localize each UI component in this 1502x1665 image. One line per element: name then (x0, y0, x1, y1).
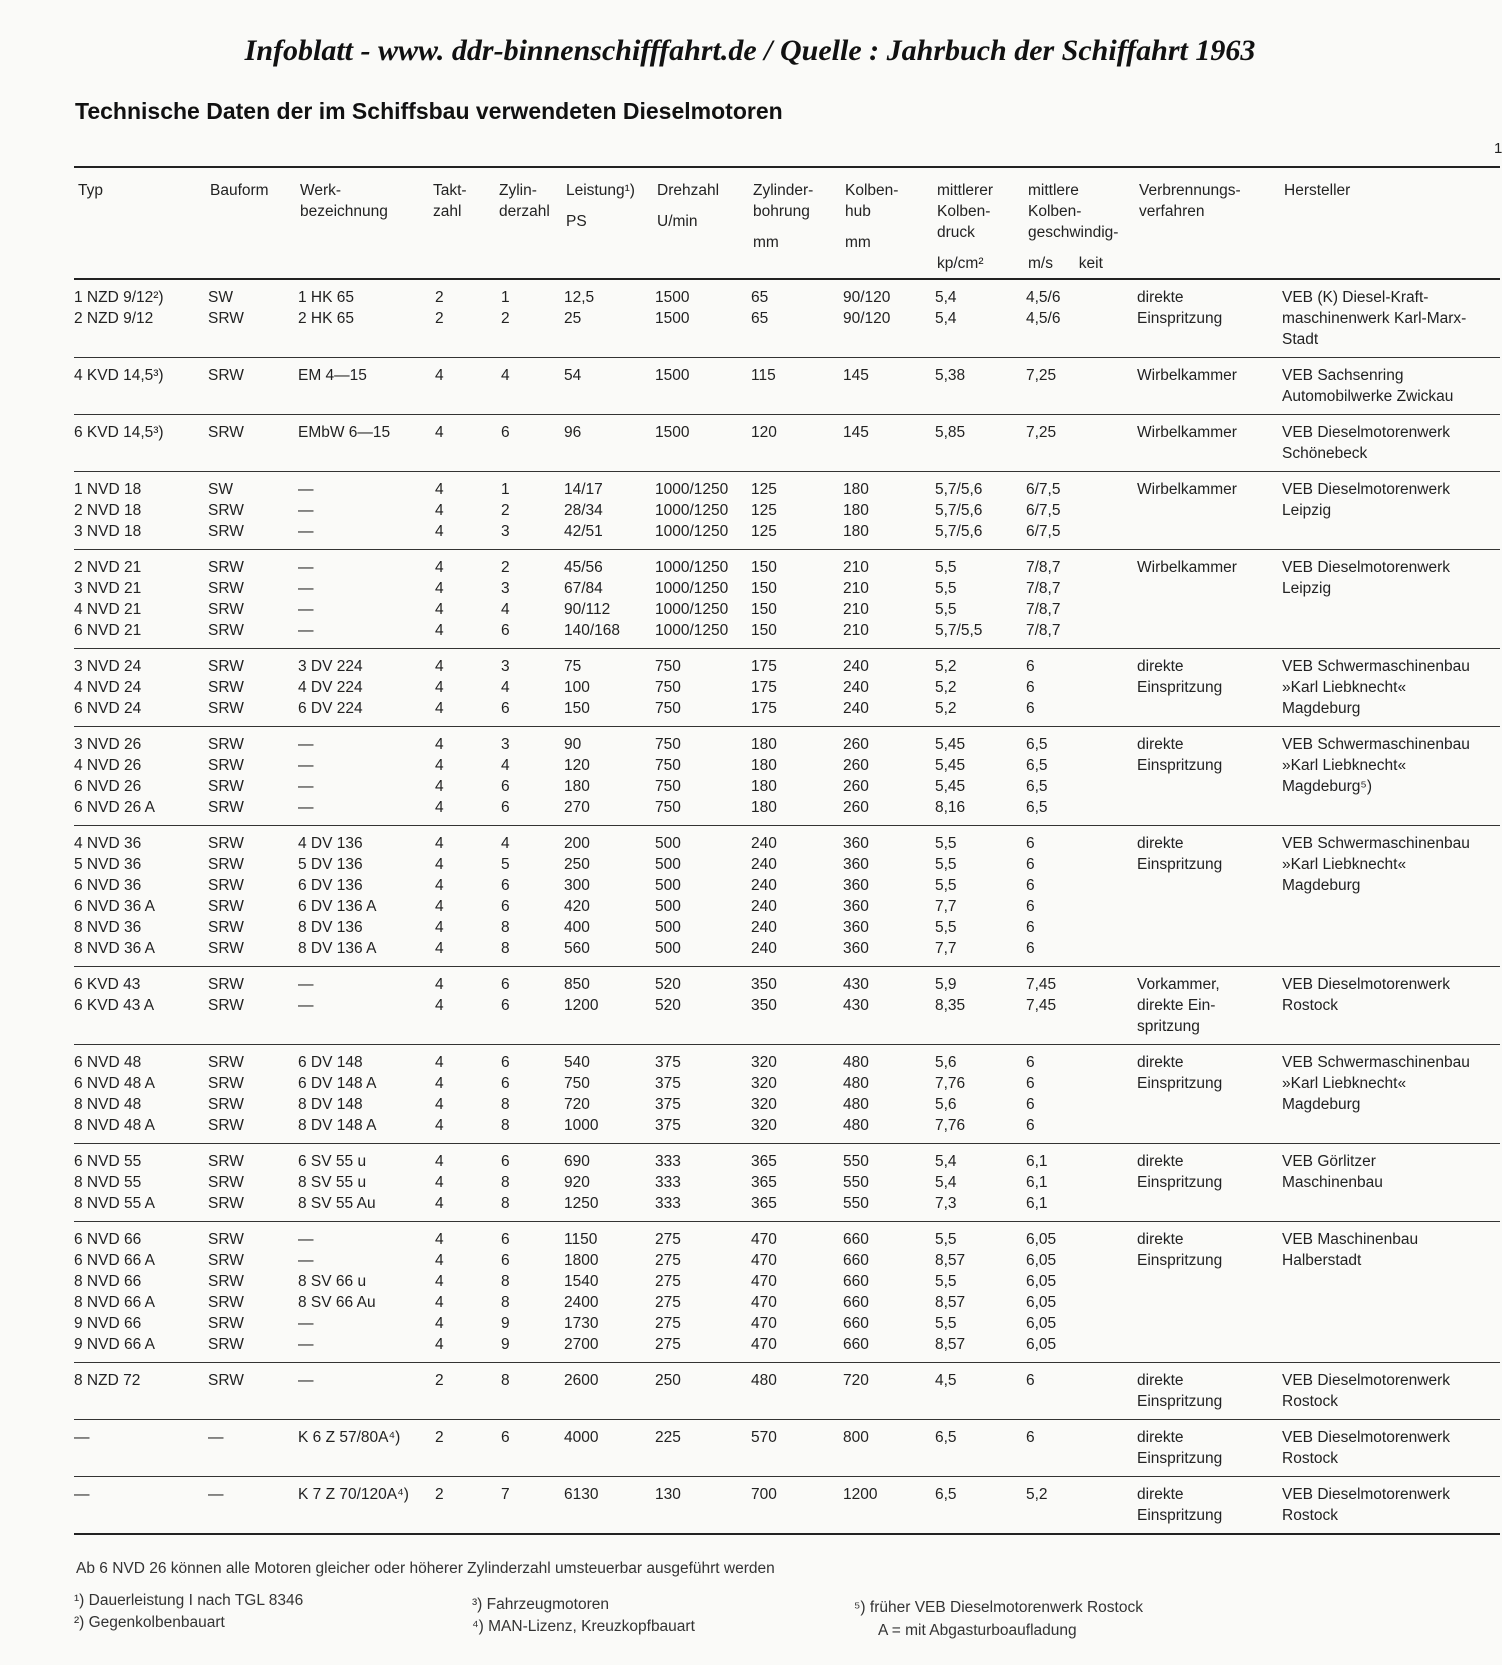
cell-verbrennungsverfahren: Wirbelkammer (1137, 559, 1237, 576)
cell-taktzahl: 4 4 4 (435, 481, 444, 540)
cell-werkbezeichnung: EM 4—15 (298, 367, 367, 384)
column-header-label: Leistung¹) (566, 182, 635, 199)
cell-bauform: SRW SRW SRW SRW (208, 1054, 244, 1134)
cell-verbrennungsverfahren: Wirbelkammer (1137, 424, 1237, 441)
cell-werkbezeichnung: 1 HK 65 2 HK 65 (298, 289, 355, 327)
column-header-verbrennungsverfahren (1133, 167, 1278, 279)
cell-werkbezeichnung: 6 DV 148 6 DV 148 A 8 DV 148 8 DV 148 A (298, 1054, 377, 1134)
column-header-label: Verbrennungs- verfahren (1139, 182, 1241, 220)
cell-leistung: 2600 (564, 1372, 599, 1389)
cell-drehzahl: 1500 (655, 367, 690, 384)
cell-hersteller: VEB Schwermaschinenbau »Karl Liebknecht« Magdeburg⁵) (1282, 736, 1470, 795)
cell-werkbezeichnung: 3 DV 224 4 DV 224 6 DV 224 (298, 658, 363, 717)
cell-kolbengeschwindigkeit: 6/7,5 6/7,5 6/7,5 (1026, 481, 1061, 540)
column-header-label: Bauform (210, 182, 269, 199)
cell-zylinderzahl: 2 3 4 6 (501, 559, 510, 639)
page-title: Technische Daten der im Schiffsbau verwendeten Dieselmotoren (75, 98, 783, 124)
column-unit: U/min (657, 213, 698, 230)
cell-bauform: — (208, 1429, 224, 1446)
cell-zylinderzahl: 6 6 8 8 9 9 (501, 1231, 510, 1353)
column-header-label: Typ (78, 182, 103, 199)
cell-taktzahl: 4 4 4 4 (435, 559, 444, 639)
cell-kolbendruck: 5,6 7,76 5,6 7,76 (935, 1054, 966, 1134)
cell-leistung: 690 920 1250 (564, 1153, 599, 1212)
cell-zylinderzahl: 3 4 6 6 (501, 736, 510, 816)
cell-kolbengeschwindigkeit: 6,5 6,5 6,5 6,5 (1026, 736, 1048, 816)
cell-kolbengeschwindigkeit: 6,1 6,1 6,1 (1026, 1153, 1048, 1212)
footnote-1: ¹) Dauerleistung I nach TGL 8346 (74, 1592, 304, 1609)
footnote-3: ³) Fahrzeugmotoren (472, 1596, 609, 1613)
table-row (74, 1222, 1500, 1363)
cell-taktzahl: 4 4 4 4 4 4 (435, 835, 444, 957)
table-row (74, 649, 1500, 727)
table-row (74, 727, 1500, 826)
source-banner: Infoblatt - www. ddr-binnenschifffahrt.de / Quelle : Jahrbuch der Schiffahrt 1963 (244, 34, 1256, 67)
column-header-label: mittlere Kolben- geschwindig- (1028, 182, 1119, 241)
cell-hersteller: VEB Sachsenring Automobilwerke Zwickau (1282, 367, 1454, 405)
footnote-2: ²) Gegenkolbenbauart (74, 1614, 225, 1631)
column-header-label: Hersteller (1284, 182, 1351, 199)
cell-hersteller: VEB Dieselmotorenwerk Leipzig (1282, 559, 1450, 597)
cell-verbrennungsverfahren: direkte Einspritzung (1137, 1054, 1223, 1092)
cell-leistung: 96 (564, 424, 582, 441)
cell-bauform: SRW SRW SRW (208, 1153, 244, 1212)
table-row (74, 279, 1500, 358)
cell-drehzahl: 225 (655, 1429, 681, 1446)
cell-kolbengeschwindigkeit: 5,2 (1026, 1486, 1048, 1503)
column-header-zylinderbohrung (747, 167, 839, 279)
cell-werkbezeichnung: K 6 Z 57/80A⁴) (298, 1429, 401, 1446)
cell-kolbendruck: 5,7/5,6 5,7/5,6 5,7/5,6 (935, 481, 983, 540)
cell-kolbendruck: 5,5 5,5 5,5 7,7 5,5 7,7 (935, 835, 957, 957)
cell-zylinderzahl: 1 2 (501, 289, 510, 327)
table-row (74, 967, 1500, 1045)
cell-typ: 1 NZD 9/12²) 2 NZD 9/12 (74, 289, 164, 327)
cell-hersteller: VEB Maschinenbau Halberstadt (1282, 1231, 1419, 1269)
cell-verbrennungsverfahren: direkte Einspritzung (1137, 1231, 1223, 1269)
cell-leistung: 14/17 28/34 42/51 (564, 481, 603, 540)
cell-kolbenhub: 430 430 (843, 976, 869, 1014)
column-header-hersteller (1278, 167, 1500, 279)
table-row (74, 472, 1500, 550)
cell-taktzahl: 4 4 4 (435, 1153, 444, 1212)
cell-kolbenhub: 550 550 550 (843, 1153, 869, 1212)
cell-zylinderbohrung: 180 180 180 180 (751, 736, 777, 816)
cell-typ: 4 KVD 14,5³) (74, 367, 164, 384)
column-header-kolbenhub (839, 167, 931, 279)
column-header-label: Drehzahl (657, 182, 720, 199)
column-header-label: Kolben- hub (845, 182, 899, 220)
column-header-leistung (560, 167, 651, 279)
cell-kolbendruck: 5,9 8,35 (935, 976, 966, 1014)
cell-verbrennungsverfahren: Wirbelkammer (1137, 481, 1237, 498)
cell-kolbengeschwindigkeit: 6 6 6 6 6 6 (1026, 835, 1035, 957)
cell-drehzahl: 1000/1250 1000/1250 1000/1250 1000/1250 (655, 559, 729, 639)
cell-werkbezeichnung: 6 SV 55 u 8 SV 55 u 8 SV 55 Au (298, 1153, 376, 1212)
cell-zylinderbohrung: 350 350 (751, 976, 777, 1014)
cell-leistung: 540 750 720 1000 (564, 1054, 599, 1134)
cell-typ: 6 KVD 14,5³) (74, 424, 164, 441)
table-row (74, 1144, 1500, 1222)
table-row (74, 826, 1500, 967)
cell-kolbenhub: 800 (843, 1429, 869, 1446)
cell-zylinderbohrung: 150 150 150 150 (751, 559, 777, 639)
cell-drehzahl: 750 750 750 750 (655, 736, 681, 816)
cell-hersteller: VEB Dieselmotorenwerk Rostock (1282, 1429, 1450, 1467)
cell-hersteller: VEB Dieselmotorenwerk Leipzig (1282, 481, 1450, 519)
table-header-row (74, 167, 1500, 279)
cell-typ: — (74, 1429, 90, 1446)
cell-werkbezeichnung: — — (298, 976, 314, 1014)
cell-hersteller: VEB Schwermaschinenbau »Karl Liebknecht« Magdeburg (1282, 658, 1470, 717)
column-header-taktzahl (427, 167, 493, 279)
cell-kolbendruck: 5,5 8,57 5,5 8,57 5,5 8,57 (935, 1231, 966, 1353)
cell-bauform: SRW SRW SRW SRW (208, 736, 244, 816)
cell-kolbendruck: 5,85 (935, 424, 966, 441)
cell-kolbendruck: 5,4 5,4 7,3 (935, 1153, 957, 1212)
column-header-werkbezeichnung (294, 167, 427, 279)
cell-kolbendruck: 5,45 5,45 5,45 8,16 (935, 736, 966, 816)
cell-werkbezeichnung: — — — (298, 481, 314, 540)
cell-bauform: SRW (208, 367, 244, 384)
column-header-typ (74, 167, 204, 279)
cell-kolbenhub: 180 180 180 (843, 481, 869, 540)
column-unit: mm (845, 234, 871, 251)
cell-taktzahl: 2 2 (435, 289, 444, 327)
column-unit: mm (753, 234, 779, 251)
cell-zylinderbohrung: 570 (751, 1429, 777, 1446)
column-header-label: Takt- zahl (433, 182, 467, 220)
cell-zylinderbohrung: 65 65 (751, 289, 769, 327)
cell-kolbenhub: 480 480 480 480 (843, 1054, 869, 1134)
cell-werkbezeichnung: 4 DV 136 5 DV 136 6 DV 136 6 DV 136 A 8 DV 136 8 DV 136 A (298, 835, 377, 957)
cell-kolbendruck: 6,5 (935, 1486, 957, 1503)
cell-verbrennungsverfahren: Vorkammer, direkte Ein- spritzung (1137, 976, 1220, 1035)
cell-kolbengeschwindigkeit: 7/8,7 7/8,7 7/8,7 7/8,7 (1026, 559, 1061, 639)
cell-bauform: SW SRW (208, 289, 244, 327)
cell-kolbenhub: 145 (843, 367, 869, 384)
cell-zylinderbohrung: 700 (751, 1486, 777, 1503)
cell-bauform: SRW SRW SRW SRW SRW SRW (208, 1231, 244, 1353)
cell-drehzahl: 250 (655, 1372, 681, 1389)
cell-typ: 3 NVD 26 4 NVD 26 6 NVD 26 6 NVD 26 A (74, 736, 155, 816)
cell-bauform: SRW SRW (208, 976, 244, 1014)
cell-drehzahl: 1000/1250 1000/1250 1000/1250 (655, 481, 729, 540)
cell-kolbenhub: 145 (843, 424, 869, 441)
column-header-kolbengeschwindigkeit (1022, 167, 1133, 279)
cell-drehzahl: 333 333 333 (655, 1153, 681, 1212)
cell-kolbendruck: 5,5 5,5 5,5 5,7/5,5 (935, 559, 983, 639)
cell-verbrennungsverfahren: direkte Einspritzung (1137, 1486, 1223, 1524)
column-unit: kp/cm² (937, 255, 984, 272)
cell-werkbezeichnung: — — 8 SV 66 u 8 SV 66 Au — — (298, 1231, 376, 1353)
cell-taktzahl: 2 (435, 1372, 444, 1389)
table-row (74, 1363, 1500, 1420)
cell-zylinderzahl: 4 5 6 6 8 8 (501, 835, 510, 957)
cell-drehzahl: 375 375 375 375 (655, 1054, 681, 1134)
cell-typ: 1 NVD 18 2 NVD 18 3 NVD 18 (74, 481, 142, 540)
cell-kolbengeschwindigkeit: 6 6 6 (1026, 658, 1035, 717)
cell-leistung: 6130 (564, 1486, 599, 1503)
column-header-bauform (204, 167, 294, 279)
cell-drehzahl: 500 500 500 500 500 500 (655, 835, 681, 957)
cell-werkbezeichnung: EMbW 6—15 (298, 424, 391, 441)
cell-kolbengeschwindigkeit: 7,25 (1026, 424, 1057, 441)
cell-zylinderbohrung: 480 (751, 1372, 777, 1389)
cell-leistung: 1150 1800 1540 2400 1730 2700 (564, 1231, 599, 1353)
cell-zylinderbohrung: 470 470 470 470 470 470 (751, 1231, 777, 1353)
cell-kolbengeschwindigkeit: 6 (1026, 1372, 1035, 1389)
table-row (74, 1420, 1500, 1477)
cell-kolbenhub: 360 360 360 360 360 360 (843, 835, 869, 957)
cell-kolbengeschwindigkeit: 7,25 (1026, 367, 1057, 384)
cell-typ: 6 NVD 48 6 NVD 48 A 8 NVD 48 8 NVD 48 A (74, 1054, 155, 1134)
cell-typ: — (74, 1486, 90, 1503)
cell-typ: 6 NVD 55 8 NVD 55 8 NVD 55 A (74, 1153, 155, 1212)
cell-taktzahl: 2 (435, 1429, 444, 1446)
cell-kolbendruck: 4,5 (935, 1372, 957, 1389)
column-header-label: mittlerer Kolben- druck (937, 182, 993, 241)
cell-werkbezeichnung: — — — — (298, 736, 314, 816)
column-header-label: Zylin- derzahl (499, 182, 550, 220)
cell-werkbezeichnung: — — — — (298, 559, 314, 639)
cell-typ: 3 NVD 24 4 NVD 24 6 NVD 24 (74, 658, 142, 717)
cell-drehzahl: 1500 (655, 424, 690, 441)
cell-zylinderzahl: 6 6 (501, 976, 510, 1014)
cell-kolbenhub: 210 210 210 210 (843, 559, 869, 639)
cell-kolbendruck: 5,2 5,2 5,2 (935, 658, 957, 717)
cell-zylinderzahl: 6 (501, 424, 510, 441)
cell-drehzahl: 275 275 275 275 275 275 (655, 1231, 681, 1353)
cell-kolbenhub: 660 660 660 660 660 660 (843, 1231, 869, 1353)
table-body (74, 279, 1500, 1534)
cell-taktzahl: 4 4 4 4 4 4 (435, 1231, 444, 1353)
cell-zylinderzahl: 6 6 8 8 (501, 1054, 510, 1134)
cell-hersteller: VEB Dieselmotorenwerk Rostock (1282, 1372, 1450, 1410)
footnote-5: ⁵) früher VEB Dieselmotorenwerk Rostock (854, 1599, 1143, 1616)
cell-leistung: 45/56 67/84 90/112 140/168 (564, 559, 621, 639)
table-row (74, 1477, 1500, 1535)
cell-verbrennungsverfahren: direkte Einspritzung (1137, 1372, 1223, 1410)
cell-zylinderbohrung: 240 240 240 240 240 240 (751, 835, 777, 957)
cell-zylinderzahl: 7 (501, 1486, 510, 1503)
footnote-6: A = mit Abgasturboaufladung (878, 1622, 1077, 1639)
cell-werkbezeichnung: — (298, 1372, 314, 1389)
cell-taktzahl: 4 4 4 4 (435, 1054, 444, 1134)
cell-typ: 6 NVD 66 6 NVD 66 A 8 NVD 66 8 NVD 66 A 9 NVD 66 9 NVD 66 A (74, 1231, 155, 1353)
cell-typ: 6 KVD 43 6 KVD 43 A (74, 976, 155, 1014)
cell-hersteller: VEB Dieselmotorenwerk Schönebeck (1282, 424, 1450, 462)
cell-kolbengeschwindigkeit: 4,5/6 4,5/6 (1026, 289, 1061, 327)
column-header-label: Zylinder- bohrung (753, 182, 814, 220)
cell-bauform: SW SRW SRW (208, 481, 244, 540)
table-note: Ab 6 NVD 26 können alle Motoren gleicher oder höherer Zylinderzahl umsteuerbar ausgeführt werden (76, 1560, 775, 1577)
cell-bauform: SRW SRW SRW SRW (208, 559, 244, 639)
cell-zylinderzahl: 6 (501, 1429, 510, 1446)
column-header-label: Werk- bezeichnung (300, 182, 388, 220)
cell-drehzahl: 130 (655, 1486, 681, 1503)
cell-leistung: 54 (564, 367, 582, 384)
cell-kolbendruck: 5,38 (935, 367, 966, 384)
cell-drehzahl: 750 750 750 (655, 658, 681, 717)
table-row (74, 415, 1500, 472)
cell-verbrennungsverfahren: direkte Einspritzung (1137, 658, 1223, 696)
cell-kolbengeschwindigkeit: 6 6 6 6 (1026, 1054, 1035, 1134)
cell-bauform: SRW SRW SRW SRW SRW SRW (208, 835, 244, 957)
column-header-drehzahl (651, 167, 747, 279)
cell-drehzahl: 1500 1500 (655, 289, 690, 327)
cell-zylinderbohrung: 320 320 320 320 (751, 1054, 777, 1134)
cell-typ: 2 NVD 21 3 NVD 21 4 NVD 21 6 NVD 21 (74, 559, 142, 639)
cell-verbrennungsverfahren: direkte Einspritzung (1137, 1429, 1223, 1467)
cell-kolbendruck: 6,5 (935, 1429, 957, 1446)
column-unit: m/s keit (1028, 255, 1103, 272)
cell-hersteller: VEB (K) Diesel-Kraft- maschinenwerk Karl-Marx- Stadt (1282, 289, 1467, 348)
cell-taktzahl: 4 4 4 4 (435, 736, 444, 816)
cell-bauform: — (208, 1486, 224, 1503)
cell-hersteller: VEB Dieselmotorenwerk Rostock (1282, 1486, 1450, 1524)
cell-zylinderzahl: 8 (501, 1372, 510, 1389)
cell-zylinderzahl: 1 2 3 (501, 481, 510, 540)
cell-leistung: 200 250 300 420 400 560 (564, 835, 590, 957)
cell-hersteller: VEB Görlitzer Maschinenbau (1282, 1153, 1383, 1191)
cell-zylinderzahl: 4 (501, 367, 510, 384)
cell-zylinderbohrung: 175 175 175 (751, 658, 777, 717)
cell-kolbengeschwindigkeit: 6 (1026, 1429, 1035, 1446)
cell-leistung: 90 120 180 270 (564, 736, 590, 816)
cell-verbrennungsverfahren: direkte Einspritzung (1137, 835, 1223, 873)
footnote-4: ⁴) MAN-Lizenz, Kreuzkopfbauart (472, 1618, 695, 1635)
cell-hersteller: VEB Schwermaschinenbau »Karl Liebknecht« Magdeburg (1282, 835, 1470, 894)
cell-taktzahl: 4 (435, 367, 444, 384)
cell-kolbengeschwindigkeit: 6,05 6,05 6,05 6,05 6,05 6,05 (1026, 1231, 1057, 1353)
cell-leistung: 12,5 25 (564, 289, 595, 327)
cell-zylinderzahl: 6 8 8 (501, 1153, 510, 1212)
cell-verbrennungsverfahren: direkte Einspritzung (1137, 736, 1223, 774)
cell-zylinderbohrung: 120 (751, 424, 777, 441)
cell-verbrennungsverfahren: Wirbelkammer (1137, 367, 1237, 384)
cell-zylinderbohrung: 365 365 365 (751, 1153, 777, 1212)
cell-bauform: SRW (208, 1372, 244, 1389)
engine-data-table (74, 166, 1500, 1535)
cell-verbrennungsverfahren: direkte Einspritzung (1137, 1153, 1223, 1191)
table-row (74, 550, 1500, 649)
cell-leistung: 4000 (564, 1429, 599, 1446)
table-row (74, 358, 1500, 415)
cell-kolbengeschwindigkeit: 7,45 7,45 (1026, 976, 1057, 1014)
cell-bauform: SRW (208, 424, 244, 441)
cell-kolbenhub: 90/120 90/120 (843, 289, 891, 327)
cell-taktzahl: 2 (435, 1486, 444, 1503)
cell-hersteller: VEB Dieselmotorenwerk Rostock (1282, 976, 1450, 1014)
cell-zylinderbohrung: 125 125 125 (751, 481, 777, 540)
cell-kolbenhub: 240 240 240 (843, 658, 869, 717)
cell-kolbenhub: 720 (843, 1372, 869, 1389)
cell-taktzahl: 4 (435, 424, 444, 441)
column-unit: PS (566, 213, 587, 230)
cell-zylinderzahl: 3 4 6 (501, 658, 510, 717)
cell-taktzahl: 4 4 4 (435, 658, 444, 717)
cell-bauform: SRW SRW SRW (208, 658, 244, 717)
column-header-zylinderzahl (493, 167, 560, 279)
cell-hersteller: VEB Schwermaschinenbau »Karl Liebknecht« Magdeburg (1282, 1054, 1470, 1113)
cell-drehzahl: 520 520 (655, 976, 681, 1014)
cell-werkbezeichnung: K 7 Z 70/120A⁴) (298, 1486, 409, 1503)
table-row (74, 1045, 1500, 1144)
cell-zylinderbohrung: 115 (751, 367, 776, 384)
cell-kolbenhub: 1200 (843, 1486, 878, 1503)
cell-leistung: 850 1200 (564, 976, 599, 1014)
cell-kolbendruck: 5,4 5,4 (935, 289, 957, 327)
cell-verbrennungsverfahren: direkte Einspritzung (1137, 289, 1223, 327)
page-number: 1 (1494, 140, 1502, 157)
cell-leistung: 75 100 150 (564, 658, 590, 717)
cell-typ: 4 NVD 36 5 NVD 36 6 NVD 36 6 NVD 36 A 8 NVD 36 8 NVD 36 A (74, 835, 155, 957)
cell-kolbenhub: 260 260 260 260 (843, 736, 869, 816)
cell-taktzahl: 4 4 (435, 976, 444, 1014)
cell-typ: 8 NZD 72 (74, 1372, 141, 1389)
column-header-kolbendruck (931, 167, 1022, 279)
